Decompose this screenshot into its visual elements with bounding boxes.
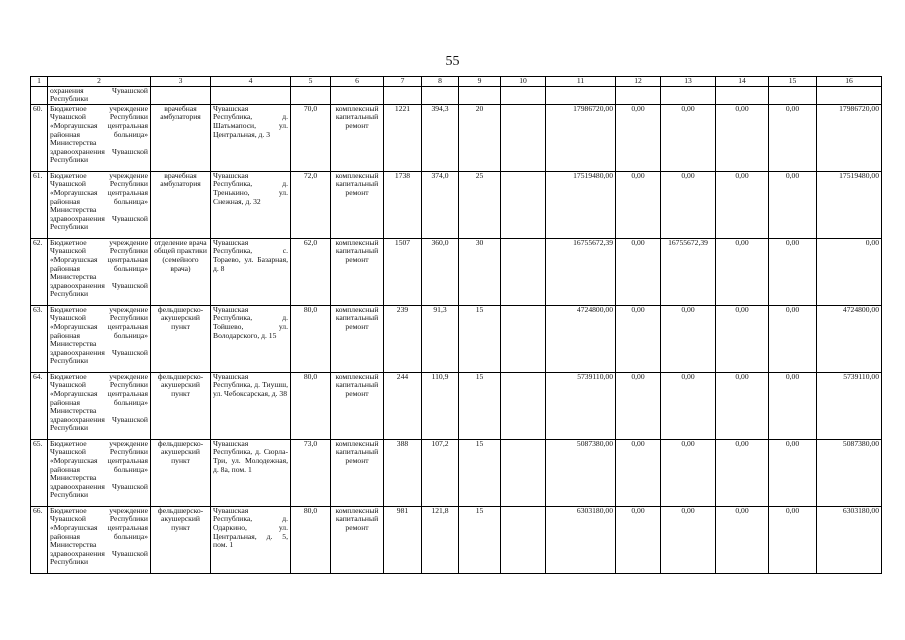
institution-cell: Бюджетное учреждение Чувашской Республики «Моргаушская центральная районная больница» Министерства здравоохранения Чувашской Республики xyxy=(48,305,151,372)
value-cell-7: 981 xyxy=(384,506,422,573)
value-cell-8: 107,2 xyxy=(422,439,459,506)
value-cell-16: 4724800,00 xyxy=(817,305,882,372)
address-cell: Чувашская Республика, д. Тиушш, ул. Чебоксарская, д. 38 xyxy=(211,372,291,439)
value-cell-16: 5739110,00 xyxy=(817,372,882,439)
value-cell-11: 5087380,00 xyxy=(546,439,616,506)
facility-cell: фельдшерско-акушерский пункт xyxy=(151,439,211,506)
row-number: 61. xyxy=(31,171,48,238)
wear-cell: 80,0 xyxy=(291,305,331,372)
table-row xyxy=(31,305,882,372)
value-cell-16: 17986720,00 xyxy=(817,104,882,171)
value-cell-7: 239 xyxy=(384,305,422,372)
column-number: 15 xyxy=(769,77,817,87)
institution-cell: Бюджетное учреждение Чувашской Республики «Моргаушская центральная районная больница» Министерства здравоохранения Чувашской Республики xyxy=(48,372,151,439)
continuation-row xyxy=(31,86,882,104)
value-cell-9: 15 xyxy=(459,439,501,506)
value-cell-7: 1221 xyxy=(384,104,422,171)
row-number: 64. xyxy=(31,372,48,439)
address-cell: Чувашская Республика, д. Шатьмапоси, ул. Центральная, д. 3 xyxy=(211,104,291,171)
value-cell-11: 6303180,00 xyxy=(546,506,616,573)
column-number: 14 xyxy=(716,77,769,87)
column-number: 12 xyxy=(616,77,661,87)
value-cell-7: 1507 xyxy=(384,238,422,305)
facility-cell: фельдшерско-акушерский пункт xyxy=(151,305,211,372)
wear-cell: 73,0 xyxy=(291,439,331,506)
value-cell-13: 0,00 xyxy=(661,439,716,506)
value-cell-15: 0,00 xyxy=(769,238,817,305)
column-number: 10 xyxy=(501,77,546,87)
value-cell-15: 0,00 xyxy=(769,305,817,372)
value-cell-10 xyxy=(501,171,546,238)
work-type-cell: комплексный капитальный ремонт xyxy=(331,238,384,305)
value-cell-13: 0,00 xyxy=(661,372,716,439)
value-cell-8: 374,0 xyxy=(422,171,459,238)
value-cell-12: 0,00 xyxy=(616,305,661,372)
column-number: 3 xyxy=(151,77,211,87)
institution-cell: Бюджетное учреждение Чувашской Республики «Моргаушская центральная районная больница» Министерства здравоохранения Чувашской Республики xyxy=(48,506,151,573)
work-type-cell: комплексный капитальный ремонт xyxy=(331,104,384,171)
value-cell-11: 16755672,39 xyxy=(546,238,616,305)
address-cell: Чувашская Республика, д. Одаркино, ул. Центральная, д. 5, пом. 1 xyxy=(211,506,291,573)
table-row xyxy=(31,104,882,171)
value-cell-9: 20 xyxy=(459,104,501,171)
value-cell-7: 244 xyxy=(384,372,422,439)
value-cell-12: 0,00 xyxy=(616,171,661,238)
value-cell-14: 0,00 xyxy=(716,104,769,171)
column-number: 2 xyxy=(48,77,151,87)
work-type-cell: комплексный капитальный ремонт xyxy=(331,439,384,506)
value-cell-15: 0,00 xyxy=(769,439,817,506)
value-cell-9: 15 xyxy=(459,305,501,372)
page-number: 55 xyxy=(445,54,460,69)
value-cell-10 xyxy=(501,372,546,439)
facility-cell: фельдшерско-акушерский пункт xyxy=(151,372,211,439)
value-cell-7: 1738 xyxy=(384,171,422,238)
row-number: 65. xyxy=(31,439,48,506)
value-cell-14: 0,00 xyxy=(716,238,769,305)
value-cell-16: 5087380,00 xyxy=(817,439,882,506)
institution-cell: Бюджетное учреждение Чувашской Республики «Моргаушская центральная районная больница» Министерства здравоохранения Чувашской Республики xyxy=(48,439,151,506)
column-number: 11 xyxy=(546,77,616,87)
column-number: 4 xyxy=(211,77,291,87)
column-number: 1 xyxy=(31,77,48,87)
address-cell: Чувашская Республика, д. Тойшево, ул. Володарского, д. 15 xyxy=(211,305,291,372)
column-number: 8 xyxy=(422,77,459,87)
value-cell-11: 5739110,00 xyxy=(546,372,616,439)
work-type-cell: комплексный капитальный ремонт xyxy=(331,171,384,238)
column-number: 9 xyxy=(459,77,501,87)
facility-cell: отделение врача общей практики (семейного врача) xyxy=(151,238,211,305)
value-cell-9: 30 xyxy=(459,238,501,305)
address-cell: Чувашская Республика, с. Тораево, ул. Базарная, д. 8 xyxy=(211,238,291,305)
value-cell-15: 0,00 xyxy=(769,171,817,238)
column-number: 7 xyxy=(384,77,422,87)
wear-cell: 70,0 xyxy=(291,104,331,171)
value-cell-13: 0,00 xyxy=(661,305,716,372)
value-cell-12: 0,00 xyxy=(616,439,661,506)
wear-cell: 80,0 xyxy=(291,372,331,439)
institution-cell: Бюджетное учреждение Чувашской Республики «Моргаушская центральная районная больница» Министерства здравоохранения Чувашской Республики xyxy=(48,171,151,238)
repair-program-table xyxy=(30,76,882,574)
value-cell-15: 0,00 xyxy=(769,372,817,439)
value-cell-11: 17519480,00 xyxy=(546,171,616,238)
continuation-text: охранения Чувашской Республики xyxy=(48,86,151,104)
value-cell-14: 0,00 xyxy=(716,439,769,506)
institution-cell: Бюджетное учреждение Чувашской Республики «Моргаушская центральная районная больница» Министерства здравоохранения Чувашской Республики xyxy=(48,104,151,171)
value-cell-11: 4724800,00 xyxy=(546,305,616,372)
table-row xyxy=(31,171,882,238)
value-cell-8: 360,0 xyxy=(422,238,459,305)
value-cell-13: 0,00 xyxy=(661,104,716,171)
value-cell-10 xyxy=(501,305,546,372)
wear-cell: 80,0 xyxy=(291,506,331,573)
value-cell-9: 25 xyxy=(459,171,501,238)
value-cell-16: 6303180,00 xyxy=(817,506,882,573)
institution-cell: Бюджетное учреждение Чувашской Республики «Моргаушская центральная районная больница» Министерства здравоохранения Чувашской Республики xyxy=(48,238,151,305)
value-cell-8: 121,8 xyxy=(422,506,459,573)
table-row xyxy=(31,372,882,439)
row-number: 60. xyxy=(31,104,48,171)
facility-cell: врачебная амбулатория xyxy=(151,104,211,171)
value-cell-12: 0,00 xyxy=(616,104,661,171)
column-number: 13 xyxy=(661,77,716,87)
value-cell-12: 0,00 xyxy=(616,238,661,305)
value-cell-15: 0,00 xyxy=(769,104,817,171)
address-cell: Чувашская Республика, д. Сюрла-Три, ул. Молодежная, д. 8а, пом. 1 xyxy=(211,439,291,506)
value-cell-13: 0,00 xyxy=(661,506,716,573)
value-cell-13: 16755672,39 xyxy=(661,238,716,305)
value-cell-14: 0,00 xyxy=(716,305,769,372)
work-type-cell: комплексный капитальный ремонт xyxy=(331,372,384,439)
value-cell-7: 388 xyxy=(384,439,422,506)
wear-cell: 72,0 xyxy=(291,171,331,238)
value-cell-14: 0,00 xyxy=(716,372,769,439)
address-cell: Чувашская Республика, д. Тренькино, ул. Снежная, д. 32 xyxy=(211,171,291,238)
row-number: 66. xyxy=(31,506,48,573)
value-cell-8: 394,3 xyxy=(422,104,459,171)
row-number: 63. xyxy=(31,305,48,372)
value-cell-9: 15 xyxy=(459,506,501,573)
column-number: 5 xyxy=(291,77,331,87)
value-cell-16: 17519480,00 xyxy=(817,171,882,238)
value-cell-13: 0,00 xyxy=(661,171,716,238)
value-cell-10 xyxy=(501,439,546,506)
value-cell-8: 91,3 xyxy=(422,305,459,372)
value-cell-14: 0,00 xyxy=(716,506,769,573)
work-type-cell: комплексный капитальный ремонт xyxy=(331,506,384,573)
table-row xyxy=(31,238,882,305)
wear-cell: 62,0 xyxy=(291,238,331,305)
value-cell-14: 0,00 xyxy=(716,171,769,238)
value-cell-10 xyxy=(501,506,546,573)
column-number: 6 xyxy=(331,77,384,87)
value-cell-9: 15 xyxy=(459,372,501,439)
work-type-cell: комплексный капитальный ремонт xyxy=(331,305,384,372)
row-number: 62. xyxy=(31,238,48,305)
facility-cell: фельдшерско-акушерский пункт xyxy=(151,506,211,573)
value-cell-8: 110,9 xyxy=(422,372,459,439)
value-cell-12: 0,00 xyxy=(616,506,661,573)
table-row xyxy=(31,439,882,506)
column-number-row xyxy=(31,77,882,87)
facility-cell: врачебная амбулатория xyxy=(151,171,211,238)
value-cell-15: 0,00 xyxy=(769,506,817,573)
column-number: 16 xyxy=(817,77,882,87)
table-row xyxy=(31,506,882,573)
value-cell-12: 0,00 xyxy=(616,372,661,439)
value-cell-16: 0,00 xyxy=(817,238,882,305)
value-cell-10 xyxy=(501,104,546,171)
value-cell-10 xyxy=(501,238,546,305)
value-cell-11: 17986720,00 xyxy=(546,104,616,171)
